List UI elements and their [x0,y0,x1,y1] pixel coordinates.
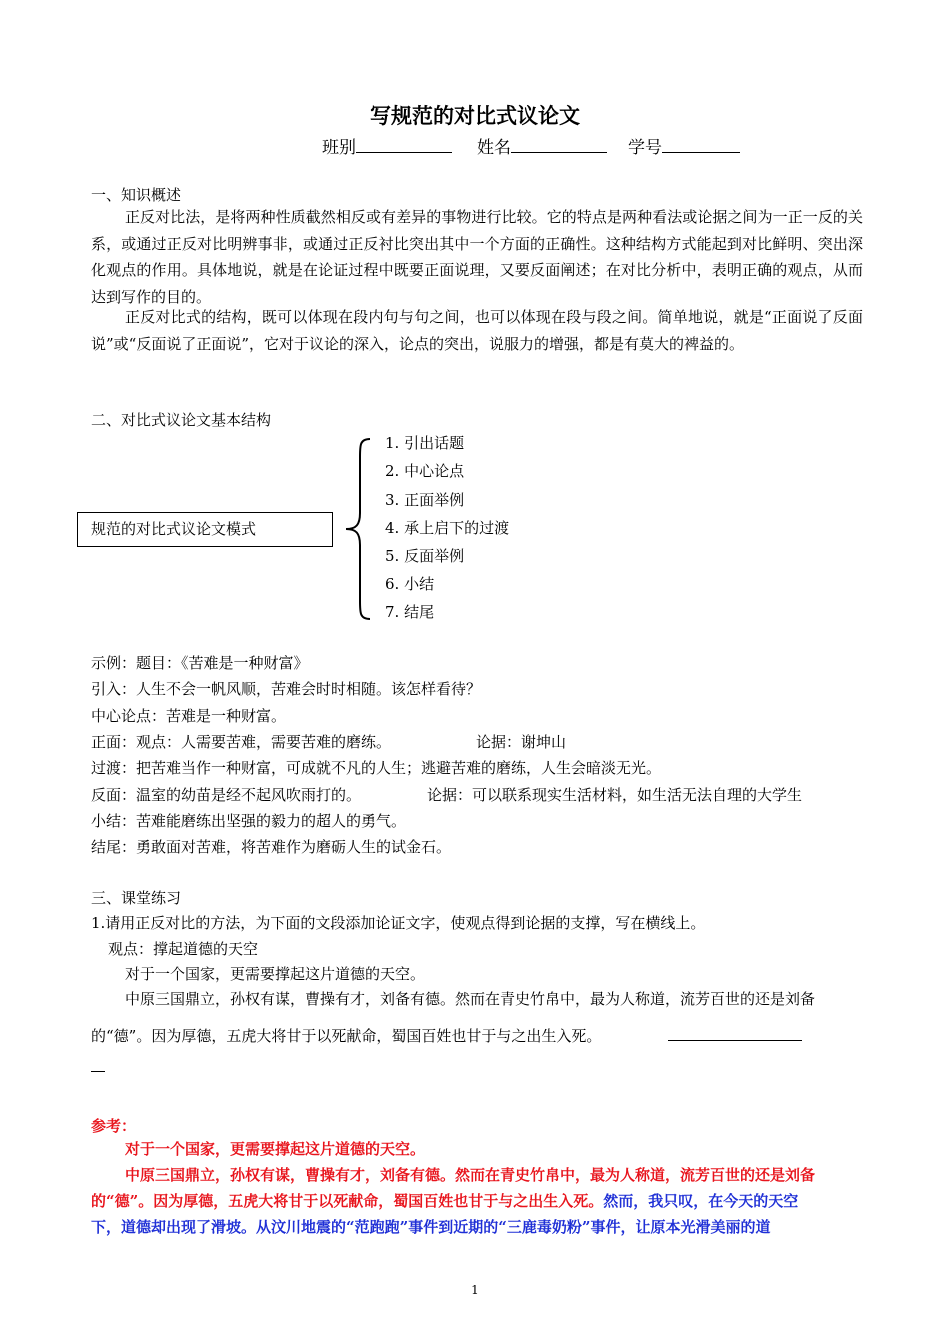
example-summary: 小结：苦难能磨练出坚强的毅力的超人的勇气。 [91,812,407,830]
reference-line-4: 下，道德却出现了滑坡。从汶川地震的“范跑跑”事件到近期的“三鹿毒奶粉”事件，让原本光滑美丽的道 [91,1218,771,1236]
reference-line-2: 中原三国鼎立，孙权有谋，曹操有才，刘备有德。然而在青史竹帛中，最为人称道，流芳百世的还是刘备 [125,1166,816,1184]
exercise-viewpoint: 观点：撑起道德的天空 [108,940,259,958]
example-title: 示例：题目：《苦难是一种财富》 [91,654,309,672]
page-number: 1 [471,1283,479,1297]
section1-paragraph-1: 正反对比法，是将两种性质截然相反或有差异的事物进行比较。它的特点是两种看法或论据之间为一正一反的关系，或通过正反对比明辨事非，或通过正反衬比突出其中一个方面的正确性。这种结构方式能起到对比鲜明、突出深化观点的作用。具体地说，就是在论证过程中既要正面说理，又要反面阐述；在对比分析中，表明正确的观点，从而达到写作的目的。 [91,208,863,306]
id-label: 学号 [628,138,662,158]
brace-icon [342,437,372,621]
exercise-sentence-2b: 的“德”。因为厚德，五虎大将甘于以死献命，蜀国百姓也甘于与之出生入死。 [91,1027,602,1045]
section2-heading: 二、对比式议论文基本结构 [91,411,272,429]
example-negative-evidence: 论据：可以联系现实生活材料，如生活无法自理的大学生 [427,786,803,804]
example-positive: 正面：观点：人需要苦难，需要苦难的磨练。 [91,733,392,751]
exercise-question: 1.请用正反对比的方法，为下面的文段添加论证文字，使观点得到论据的支撑，写在横线上。 [91,914,706,932]
answer-line-continuation[interactable] [91,1071,105,1072]
example-negative: 反面：温室的幼苗是经不起风吹雨打的。 [91,786,362,804]
section3-heading: 三、课堂练习 [91,889,182,907]
name-label: 姓名 [477,138,511,158]
structure-item: 7. 结尾 [385,603,435,621]
name-field [477,133,607,158]
name-blank[interactable] [511,138,607,153]
structure-item: 6. 小结 [385,575,435,593]
example-ending: 结尾：勇敢面对苦难，将苦难作为磨砺人生的试金石。 [91,838,452,856]
exercise-sentence-1: 对于一个国家，更需要撑起这片道德的天空。 [125,965,426,983]
example-transition: 过渡：把苦难当作一种财富，可成就不凡的人生；逃避苦难的磨练，人生会暗淡无光。 [91,759,662,777]
structure-box-label: 规范的对比式议论文模式 [91,520,257,538]
section1-heading: 一、知识概述 [91,186,182,204]
reference-line-3-blue: 然而，我只叹，在今天的天空 [603,1192,799,1210]
reference-heading: 参考： [91,1117,137,1135]
structure-item: 1. 引出话题 [385,434,465,452]
answer-line[interactable] [668,1040,802,1041]
class-field [322,133,452,158]
example-positive-evidence: 论据：谢坤山 [476,733,567,751]
reference-line-3 [91,1188,798,1215]
section1-paragraph-2: 正反对比式的结构，既可以体现在段内句与句之间，也可以体现在段与段之间。简单地说，就是“正面说了反面说”或“反面说了正面说”，它对于议论的深入，论点的突出，说服力的增强，都是有莫大的裨益的。 [91,308,863,353]
id-blank[interactable] [662,138,740,153]
reference-line-3-red: 的“德”。因为厚德，五虎大将甘于以死献命，蜀国百姓也甘于与之出生入死。 [91,1192,604,1210]
exercise-sentence-2a: 中原三国鼎立，孙权有谋，曹操有才，刘备有德。然而在青史竹帛中，最为人称道，流芳百世的还是刘备 [125,990,816,1008]
structure-item: 3. 正面举例 [385,491,465,509]
structure-item: 5. 反面举例 [385,547,465,565]
page-title: 写规范的对比式议论文 [370,104,580,128]
example-intro: 引入：人生不会一帆风顺，苦难会时时相随。该怎样看待？ [91,680,482,698]
example-thesis: 中心论点：苦难是一种财富。 [91,707,287,725]
reference-line-1: 对于一个国家，更需要撑起这片道德的天空。 [125,1140,426,1158]
class-blank[interactable] [356,138,452,153]
structure-box [77,512,333,547]
structure-item: 2. 中心论点 [385,462,465,480]
id-field [628,133,740,158]
class-label: 班别 [322,138,356,158]
structure-item: 4. 承上启下的过渡 [385,519,510,537]
